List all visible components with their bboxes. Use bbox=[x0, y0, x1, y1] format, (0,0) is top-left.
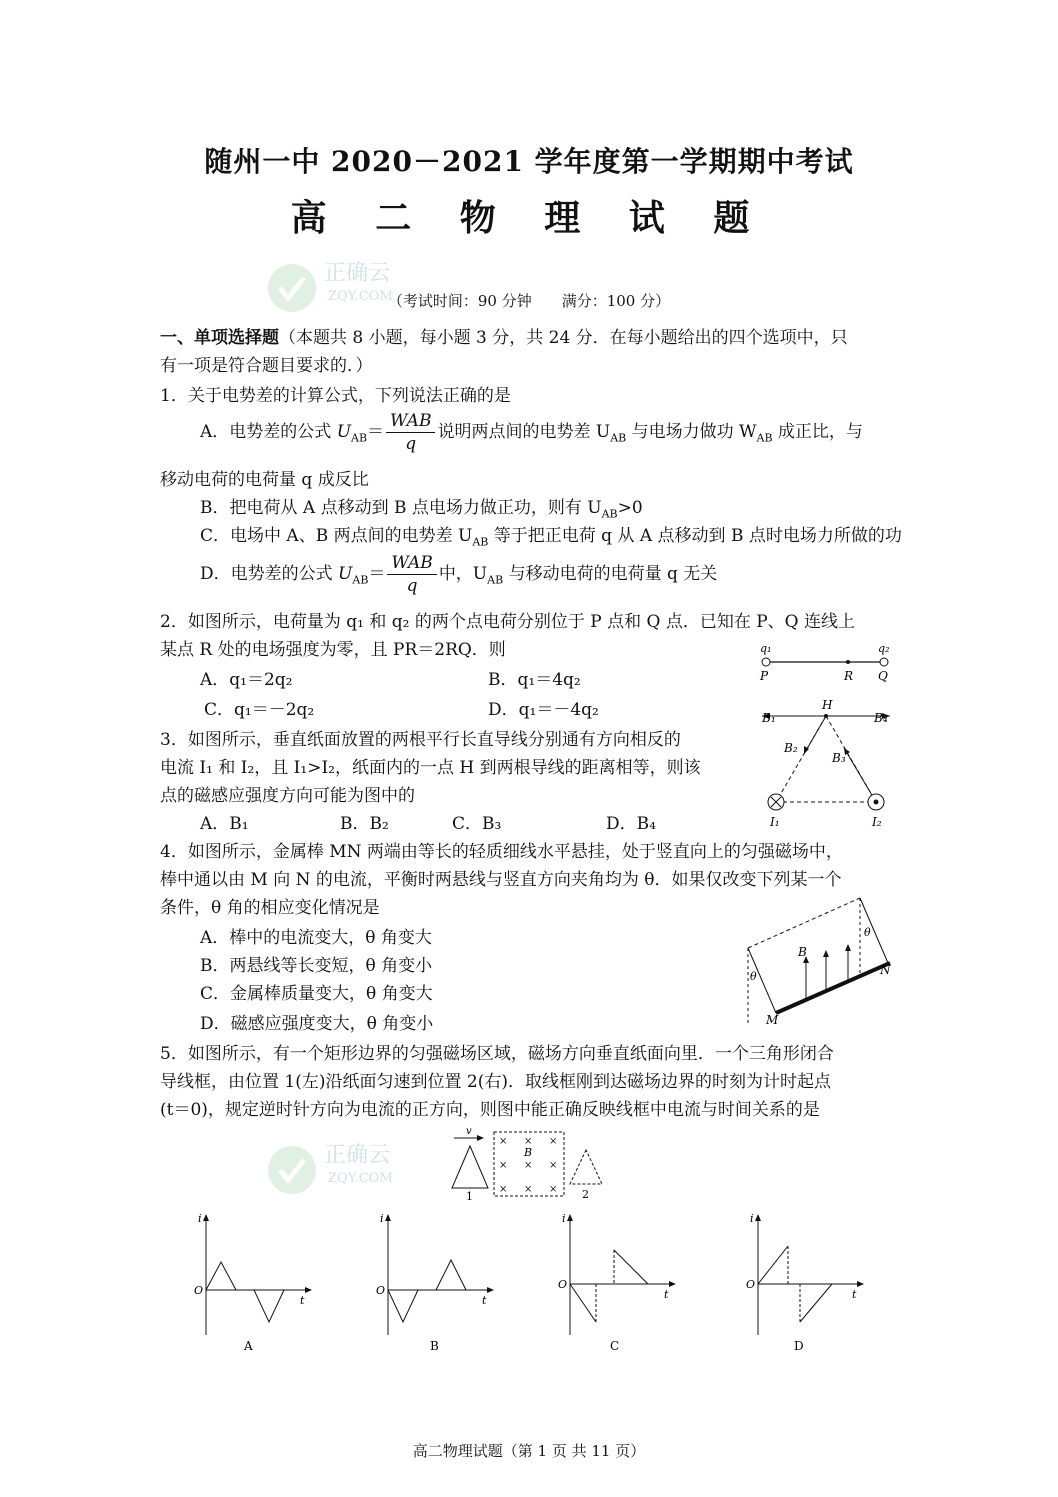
q4-stem-c: 条件，θ 角的相应变化情况是 bbox=[160, 898, 380, 918]
label-b: B bbox=[798, 945, 807, 959]
q1-option-b: B．把电荷从 A 点移动到 B 点电场力做正功，则有 $U_{AB}>0$ bbox=[200, 498, 643, 521]
svg-text:i: i bbox=[198, 1212, 202, 1225]
label-b1: B₁ bbox=[762, 711, 776, 725]
label-b2: B₂ bbox=[784, 741, 798, 755]
label-theta-right: θ bbox=[864, 926, 871, 939]
graph-d-label: D bbox=[794, 1339, 804, 1353]
label-q2: q₂ bbox=[878, 642, 890, 655]
label-pos2: 2 bbox=[582, 1188, 589, 1201]
watermark-cn: 正确云 bbox=[324, 1143, 391, 1168]
q5-stem-c: (t＝0)，规定逆时针方向为电流的正方向，则图中能正确反映线框中电流与时间关系的是 bbox=[160, 1100, 820, 1120]
svg-text:i: i bbox=[562, 1212, 566, 1225]
watermark-logo-top bbox=[262, 248, 422, 323]
q4-figure bbox=[740, 888, 900, 1028]
q4-option-a: A．棒中的电流变大，θ 角变大 bbox=[200, 928, 432, 948]
exam-info: （考试时间：90 分钟 满分：100 分） bbox=[387, 292, 671, 310]
label-theta-left: θ bbox=[750, 970, 757, 983]
exam-title: 随州一中 2020－2021 学年度第一学期期中考试 bbox=[204, 145, 854, 178]
section-heading: 一、单项选择题 bbox=[160, 328, 279, 348]
q1-option-d: D．电势差的公式 $U_{AB}=$ $\frac{\text{WAB}}{q}$ 中，$U_{AB}$ 与移动电荷的电荷量 q 无关 bbox=[200, 553, 718, 596]
q3-stem-c: 点的磁感应强度方向可能为图中的 bbox=[160, 786, 415, 806]
graph-b bbox=[370, 1210, 500, 1360]
q2-option-b: B．q₁＝4q₂ bbox=[488, 670, 581, 690]
graph-d bbox=[740, 1210, 870, 1360]
svg-text:×: × bbox=[524, 1160, 533, 1171]
label-q1: q₁ bbox=[760, 642, 772, 655]
label-pos1: 1 bbox=[466, 1190, 473, 1203]
svg-text:t: t bbox=[852, 1288, 857, 1301]
section-instructions: （本题共 8 小题，每小题 3 分，共 24 分．在每小题给出的四个选项中，只 bbox=[279, 328, 848, 348]
q4-option-b: B．两悬线等长变短，θ 角变小 bbox=[200, 956, 433, 976]
svg-text:t: t bbox=[300, 1294, 305, 1307]
svg-text:i: i bbox=[750, 1212, 754, 1225]
graph-c-label: C bbox=[610, 1339, 620, 1353]
q5-setup-figure bbox=[444, 1126, 614, 1204]
label-field-b: B bbox=[524, 1146, 533, 1159]
svg-text:×: × bbox=[549, 1184, 558, 1195]
graph-a bbox=[188, 1210, 318, 1360]
label-h: H bbox=[822, 698, 833, 712]
q1-option-c: C．电场中 A、B 两点间的电势差 $U_{AB}$ 等于把正电荷 q 从 A 点移动到 B 点时电场力所做的功 bbox=[200, 526, 902, 549]
q2-option-a: A．q₁＝2q₂ bbox=[200, 670, 293, 690]
q1-option-a: A．电势差的公式 $U_{AB}=$ $\frac{\text{WAB}}{q}$ 说明两点间的电势差 $U_{AB}$ 与电场力做功 $W_{AB}$ 成正比，与 bbox=[200, 411, 863, 454]
label-v: v bbox=[466, 1126, 472, 1137]
svg-text:×: × bbox=[499, 1160, 508, 1171]
graph-b-label: B bbox=[430, 1339, 439, 1353]
svg-text:O: O bbox=[558, 1278, 568, 1291]
label-i1: I₁ bbox=[770, 815, 780, 829]
label-i2: I₂ bbox=[872, 815, 882, 829]
svg-text:i: i bbox=[380, 1212, 384, 1225]
svg-text:t: t bbox=[664, 1288, 669, 1301]
q3-figure bbox=[752, 696, 902, 836]
svg-text:t: t bbox=[482, 1294, 487, 1307]
svg-text:×: × bbox=[499, 1136, 508, 1147]
svg-text:×: × bbox=[549, 1160, 558, 1171]
q4-stem-a: 4．如图所示，金属棒 MN 两端由等长的轻质细线水平悬挂，处于竖直向上的匀强磁场中， bbox=[160, 842, 843, 862]
q4-stem-b: 棒中通以由 M 向 N 的电流，平衡时两悬线与竖直方向夹角均为 θ．如果仅改变下列某一个 bbox=[160, 870, 842, 890]
subject-title: 高 二 物 理 试 题 bbox=[290, 197, 768, 239]
q3-stem-a: 3．如图所示，垂直纸面放置的两根平行长直导线分别通有方向相反的 bbox=[160, 730, 681, 750]
q1-option-a-cont: 移动电荷的电荷量 q 成反比 bbox=[160, 470, 369, 490]
label-q: Q bbox=[878, 669, 888, 683]
q3-stem-b: 电流 I₁ 和 I₂，且 I₁>I₂，纸面内的一点 H 到两根导线的距离相等，则该 bbox=[160, 758, 701, 778]
svg-text:O: O bbox=[376, 1284, 386, 1297]
label-r: R bbox=[844, 669, 854, 683]
section-instructions-cont: 有一项是符合题目要求的．） bbox=[160, 356, 373, 376]
label-m: M bbox=[766, 1013, 779, 1027]
q3-option-d: D．B₄ bbox=[606, 814, 656, 834]
page-footer: 高二物理试题（第 1 页 共 11 页） bbox=[412, 1442, 646, 1460]
graph-c bbox=[552, 1210, 682, 1360]
watermark-logo-mid bbox=[262, 1130, 422, 1205]
graph-a-label: A bbox=[244, 1339, 253, 1353]
watermark-en: ZQY.COM bbox=[328, 289, 393, 304]
q2-stem-a: 2．如图所示，电荷量为 q₁ 和 q₂ 的两个点电荷分别位于 P 点和 Q 点．已知在 P、Q 连线上 bbox=[160, 612, 855, 632]
label-b3: B₃ bbox=[832, 751, 846, 765]
q2-option-c: C．q₁＝－2q₂ bbox=[204, 700, 315, 720]
label-b4: B₄ bbox=[874, 711, 888, 725]
q2-figure bbox=[752, 640, 902, 685]
q4-option-d: D．磁感应强度变大，θ 角变小 bbox=[200, 1014, 434, 1034]
q1-stem: 1．关于电势差的计算公式，下列说法正确的是 bbox=[160, 386, 511, 406]
svg-text:O: O bbox=[194, 1284, 204, 1297]
svg-text:×: × bbox=[524, 1136, 533, 1147]
svg-text:O: O bbox=[746, 1278, 756, 1291]
watermark-en: ZQY.COM bbox=[328, 1171, 393, 1186]
section1-line1 bbox=[160, 324, 848, 352]
label-n: N bbox=[880, 963, 891, 977]
watermark-cn: 正确云 bbox=[324, 261, 391, 286]
label-p: P bbox=[760, 669, 769, 683]
q4-option-c: C．金属棒质量变大，θ 角变大 bbox=[200, 984, 433, 1004]
q3-option-b: B．B₂ bbox=[340, 814, 389, 834]
svg-text:×: × bbox=[549, 1136, 558, 1147]
q2-option-d: D．q₁＝－4q₂ bbox=[488, 700, 599, 720]
q5-stem-a: 5．如图所示，有一个矩形边界的匀强磁场区域，磁场方向垂直纸面向里．一个三角形闭合 bbox=[160, 1044, 834, 1064]
svg-text:×: × bbox=[524, 1184, 533, 1195]
svg-text:×: × bbox=[499, 1184, 508, 1195]
q5-stem-b: 导线框，由位置 1(左)沿纸面匀速到位置 2(右)．取线框刚到达磁场边界的时刻为计时起点 bbox=[160, 1072, 831, 1092]
q3-option-a: A．B₁ bbox=[200, 814, 249, 834]
q3-option-c: C．B₃ bbox=[452, 814, 502, 834]
q2-stem-b: 某点 R 处的电场强度为零，且 PR＝2RQ．则 bbox=[160, 640, 506, 660]
